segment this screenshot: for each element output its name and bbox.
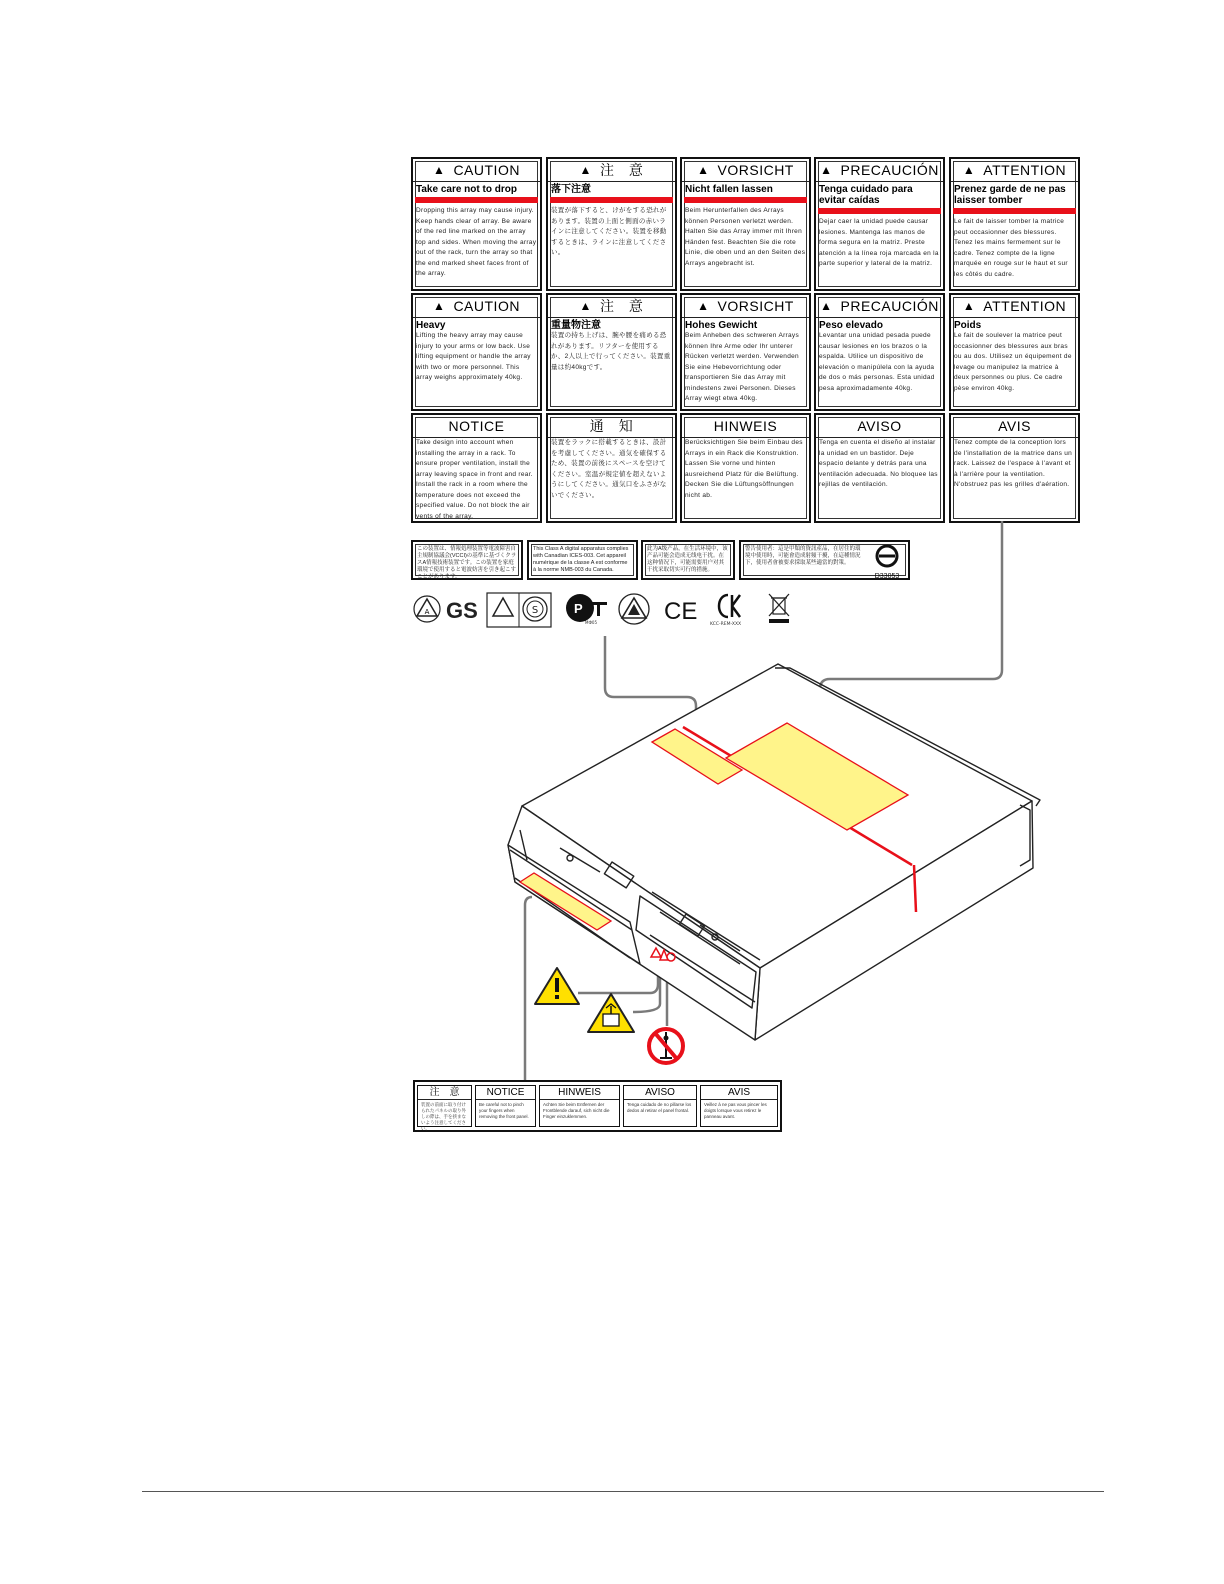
- bottom-notice-label: [417, 1085, 472, 1131]
- bottom-notice-body: Veillez à ne pas vous pincer les doigts lorsque vous retirez le panneau avant.: [704, 1102, 767, 1119]
- warning-triangle-icon: ▲: [962, 163, 976, 177]
- safety-label-title: 注 意: [599, 298, 644, 314]
- warning-triangle-icon: ▲: [697, 163, 710, 177]
- safety-label-subtitle: 重量物注意: [551, 320, 601, 331]
- safety-label-title: 注 意: [599, 162, 644, 178]
- heavy-weight-icon: [588, 994, 634, 1032]
- safety-label-subtitle: Prenez garde de ne pas laisser tomber: [954, 184, 1066, 206]
- array-chassis: [508, 664, 1040, 1040]
- gs-mark-text: GS: [446, 598, 478, 623]
- safety-label-body: 装置をラックに搭載するときは、設計を考慮してください。通気を確保するため、装置の前後にスペースを空けてください。室温が規定値を超えないようにしてください。通気口をふさがないでください。: [551, 439, 667, 499]
- safety-label-body: Le fait de laisser tomber la matrice peut occasionner des blessures. Tenez les mains fermement sur le cadre. Tenez compte de la ligne marquée en rouge sur le haut et sur les côtés du cadre.: [954, 218, 1068, 278]
- compliance-label-text: 警告使用者：這是甲類的資訊產品，在居住的環境中使用時，可能會造成射頻干擾，在這種情況下，使用者會被要求採取某些適當的對策。: [745, 546, 861, 566]
- warning-triangle-icon: ▲: [433, 163, 446, 177]
- bottom-notice-body: 装置の前面に取り付けられたパネルの取り外しの際は、手を挟まないよう注意してください。: [421, 1102, 466, 1131]
- safety-label-title: HINWEIS: [713, 418, 778, 434]
- safety-label-body: Tenga en cuenta el diseño al instalar la unidad en un bastidor. Deje espacio delante y detrás para una ventilación adecuada. No bloquee las rejillas de ventilación.: [819, 439, 938, 488]
- no-lifting-icon: [649, 1029, 683, 1063]
- safety-label-title: PRECAUCIÓN: [840, 298, 939, 314]
- safety-label-title: NOTICE: [448, 418, 505, 434]
- safety-label-body: Beim Herunterfallen des Arrays können Personen verletzt werden. Halten Sie das Array immer mit Ihren Händen fest. Beachten Sie die rote Linie, die oben und an den Seiten des Arrays angebracht ist.: [685, 207, 806, 267]
- safety-label-subtitle: Take care not to drop: [416, 184, 517, 195]
- safety-label-subtitle: Hohes Gewicht: [685, 320, 758, 331]
- warning-triangle-icon: [535, 968, 579, 1004]
- kcc-caption: KCC-REM-XXX: [710, 622, 742, 627]
- safety-label-title: AVISO: [857, 418, 902, 434]
- safety-label-title: 通 知: [589, 418, 634, 434]
- safety-label-subtitle: Tenga cuidado para evitar caídas: [819, 184, 913, 206]
- bottom-notice-title: 注 意: [418, 1086, 471, 1100]
- safety-label-title: ATTENTION: [983, 162, 1067, 178]
- footer-rule: [142, 1491, 1104, 1492]
- safety-label-title: VORSICHT: [717, 162, 794, 178]
- safety-label-title: PRECAUCIÓN: [840, 162, 939, 178]
- warning-triangle-icon: ▲: [579, 163, 592, 177]
- safety-label-subtitle: Poids: [954, 320, 982, 331]
- warning-triangle-icon: ▲: [820, 299, 833, 313]
- warning-triangle-icon: ▲: [697, 299, 710, 313]
- bottom-label-strip: [413, 1080, 782, 1132]
- bottom-notice-label: [700, 1085, 778, 1127]
- warning-triangle-icon: ▲: [433, 299, 446, 313]
- bottom-notice-label: [539, 1085, 620, 1127]
- bottom-notice-title: NOTICE: [476, 1086, 535, 1100]
- safety-label-body: Tenez compte de la conception lors de l'installation de la matrice dans un rack. Laissez de l'espace à l'avant et à l'arrière pour la ventilation. N'obstruez pas les grilles d'aération.: [954, 439, 1073, 488]
- bottom-notice-label: [623, 1085, 697, 1127]
- warning-triangle-icon: ▲: [579, 299, 592, 313]
- safety-label-title: AVIS: [998, 418, 1031, 434]
- ce-mark-text: CE: [664, 598, 698, 625]
- safety-label-title: CAUTION: [453, 298, 520, 314]
- safety-label-body: Take design into account when installing the array in a rack. To ensure proper ventilation, install the array leaving space in front and rear. Install the rack in a room where the temperature does not exceed the specified value. Do not block the air vents of the array.: [416, 439, 533, 520]
- svg-text:A: A: [424, 608, 430, 616]
- svg-text:MФ05: MФ05: [585, 620, 597, 625]
- safety-label-body: 装置が落下すると、けがをする恐れがあります。装置の上面と側面の赤いラインに注意してください。装置を移動するときは、ラインに注意してください。: [551, 207, 667, 256]
- bottom-notice-label: [475, 1085, 536, 1127]
- safety-label-subtitle: Nicht fallen lassen: [685, 184, 773, 195]
- safety-label-body: Beim Anheben des schweren Arrays können Ihre Arme oder Ihr unterer Rücken verletzt werden. Verwenden Sie eine Hebevorrichtung oder transportieren Sie das Array mit mindestens zwei Personen. Dieses Array wiegt etwa 40kg.: [685, 332, 800, 402]
- safety-label-body: Le fait de soulever la matrice peut occasionner des blessures aux bras ou au dos. Utilisez un équipement de levage ou manipulez la matrice à deux personnes ou plus. Ce cadre pèse environ 40kg.: [954, 332, 1072, 392]
- svg-text:P: P: [574, 601, 583, 616]
- safety-label-title: VORSICHT: [717, 298, 794, 314]
- svg-text:S: S: [531, 605, 539, 616]
- safety-label-subtitle: Heavy: [416, 320, 446, 331]
- compliance-label-text: この装置は、情報処理装置等電波障害自主規制協議会(VCCI)の基準に基づくクラスA情報技術装置です。この装置を家庭環境で使用すると電波妨害を引き起こすことがあります。: [417, 546, 517, 580]
- bottom-notice-body: Achten Sie beim Entfernen der Frontblende darauf, sich nicht die Finger einzuklemmen.: [543, 1102, 610, 1119]
- safety-label-title: CAUTION: [453, 162, 520, 178]
- safety-label-body: 装置の持ち上げは、腕や腰を痛める恐れがあります。リフターを使用するか、2人以上で行ってください。装置重量は約40kgです。: [551, 332, 671, 371]
- safety-label-body: Levantar una unidad pesada puede causar lesiones en los brazos o la espalda. Utilice un dispositivo de elevación o manipúlela con la ayuda de dos o más personas. Esta unidad pesa aproximadamente 40kg.: [819, 332, 935, 392]
- safety-label-subtitle: Peso elevado: [819, 320, 883, 331]
- safety-label-body: Dropping this array may cause injury. Keep hands clear of array. Be aware of the red line marked on the array top and sides. When moving the array out of the rack, turn the array so that the end marked sheet faces front of the array.: [416, 207, 537, 277]
- safety-label-title: ATTENTION: [983, 298, 1067, 314]
- bottom-notice-title: HINWEIS: [540, 1086, 619, 1100]
- bottom-notice-title: AVIS: [701, 1086, 777, 1100]
- compliance-label-text: 此为A级产品，在生活环境中，该产品可能会造成无线电干扰。在这种情况下，可能需要用户对其干扰采取切实可行的措施。: [647, 546, 728, 573]
- bottom-notice-body: Tenga cuidado de no pillarse los dedos al retirar el panel frontal.: [627, 1102, 692, 1113]
- compliance-label-text: This Class A digital apparatus complies with Canadian ICES-003. Cet appareil numérique de la classe A est conforme à la norme NMB-003 du Canada.: [533, 546, 629, 573]
- safety-label-body: Berücksichtigen Sie beim Einbau des Arrays in ein Rack die Konstruktion. Lassen Sie vorne und hinten ausreichend Platz für die Belüftung. Decken Sie die Lüftungsöffnungen nicht ab.: [685, 439, 803, 499]
- safety-label-subtitle: 落下注意: [551, 184, 591, 195]
- warning-triangle-icon: ▲: [820, 163, 833, 177]
- bottom-notice-title: AVISO: [624, 1086, 696, 1100]
- callout-bottom-labels: [525, 897, 532, 1080]
- warning-triangle-icon: ▲: [962, 299, 976, 313]
- class-a-mark-code: D33053: [874, 573, 900, 580]
- safety-label-body: Dejar caer la unidad puede causar lesiones. Mantenga las manos de forma segura en la matriz. Preste atención a la línea roja marcada en la parte superior y lateral de la matriz.: [819, 218, 939, 267]
- safety-label-body: Lifting the heavy array may cause injury to your arms or low back. Use lifting equipment or handle the array with two or more personnel. This array weighs approximately 40kg.: [416, 332, 531, 381]
- bottom-notice-body: Be careful not to pinch your fingers when removing the front panel.: [479, 1102, 529, 1119]
